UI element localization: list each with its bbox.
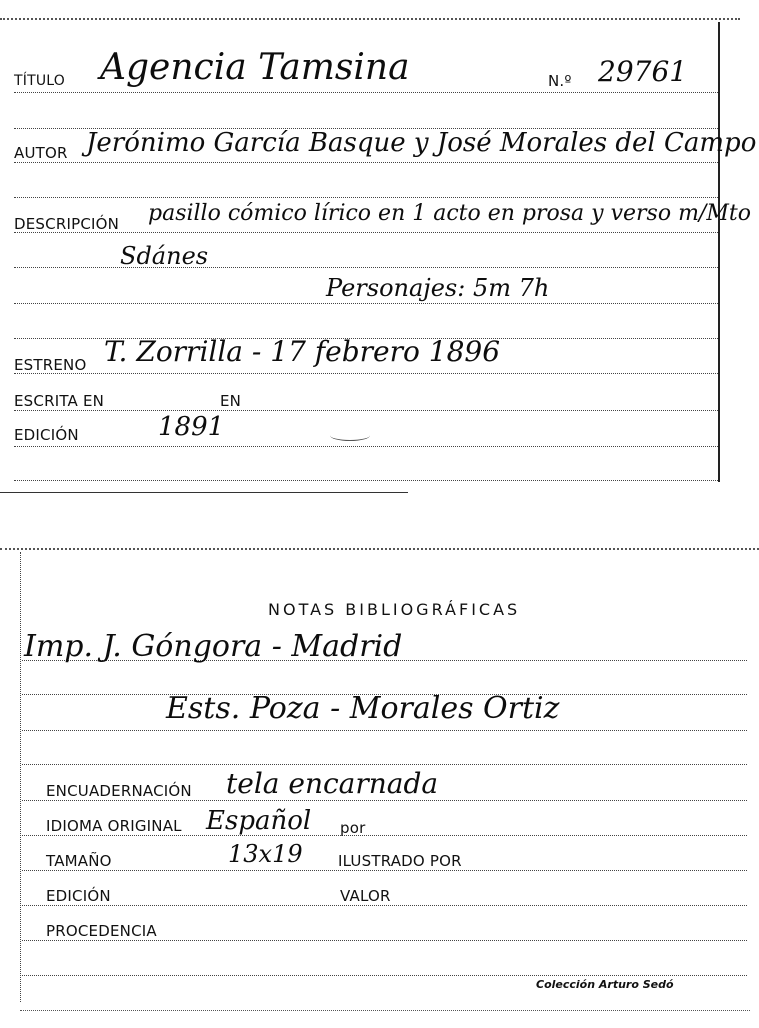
- pen-mark: [330, 430, 370, 441]
- tamano-label: TAMAÑO: [46, 852, 112, 870]
- rule: [22, 940, 747, 941]
- rule: [14, 232, 718, 233]
- titulo-value: Agencia Tamsina: [100, 47, 410, 88]
- rule: [14, 197, 718, 198]
- idioma-label: IDIOMA ORIGINAL: [46, 817, 182, 835]
- rule: [14, 373, 718, 374]
- valor-label: VALOR: [340, 887, 391, 905]
- rule: [22, 905, 747, 906]
- autor-value: Jerónimo García Basque y José Morales del Campo: [86, 128, 757, 158]
- descripcion-line1: pasillo cómico lírico en 1 acto en prosa y verso m/Mto: [148, 201, 751, 226]
- notas-heading: NOTAS BIBLIOGRÁFICAS: [268, 600, 521, 619]
- procedencia-label: PROCEDENCIA: [46, 922, 157, 940]
- numero-value: 29761: [598, 55, 688, 88]
- rule: [14, 410, 718, 411]
- autor-label: AUTOR: [14, 144, 68, 162]
- descripcion-label: DESCRIPCIÓN: [14, 215, 120, 233]
- descripcion-line2: Sdánes: [120, 242, 209, 270]
- rule: [14, 162, 718, 163]
- edicion-label: EDICIÓN: [14, 426, 79, 444]
- card-left-edge: [20, 552, 21, 1002]
- rule: [14, 303, 718, 304]
- nota-line2: Ests. Poza - Morales Ortiz: [166, 691, 560, 726]
- por-label: por: [340, 819, 366, 837]
- edicion2-label: EDICIÓN: [46, 887, 111, 905]
- idioma-value: Español: [206, 806, 312, 836]
- encuadernacion-value: tela encarnada: [226, 767, 439, 800]
- nota-line1: Imp. J. Góngora - Madrid: [24, 629, 403, 664]
- numero-label: N.º: [548, 72, 572, 90]
- rule: [22, 835, 747, 836]
- en-label: EN: [220, 392, 242, 410]
- edicion-value: 1891: [158, 412, 225, 442]
- escrita-en-label: ESCRITA EN: [14, 392, 105, 410]
- rule: [22, 764, 747, 765]
- rule: [22, 870, 747, 871]
- coleccion-credit: Colección Arturo Sedó: [536, 978, 674, 991]
- titulo-label: TÍTULO: [14, 73, 65, 89]
- personajes-value: Personajes: 5m 7h: [326, 274, 550, 302]
- rule: [22, 975, 747, 976]
- card-top-edge: [0, 18, 740, 20]
- rule: [22, 730, 747, 731]
- card-bottom-edge: [0, 492, 408, 493]
- estreno-value: T. Zorrilla - 17 febrero 1896: [104, 335, 501, 368]
- tamano-value: 13x19: [228, 840, 303, 868]
- encuadernacion-label: ENCUADERNACIÓN: [46, 782, 192, 800]
- estreno-label: ESTRENO: [14, 356, 87, 374]
- card-bottom-edge: [20, 1010, 750, 1011]
- rule: [14, 92, 718, 93]
- rule: [14, 480, 718, 481]
- rule: [22, 800, 747, 801]
- ilustrado-label: ILUSTRADO POR: [338, 852, 462, 870]
- card-right-edge: [718, 22, 720, 482]
- card-top-edge: [0, 548, 759, 550]
- rule: [14, 446, 718, 447]
